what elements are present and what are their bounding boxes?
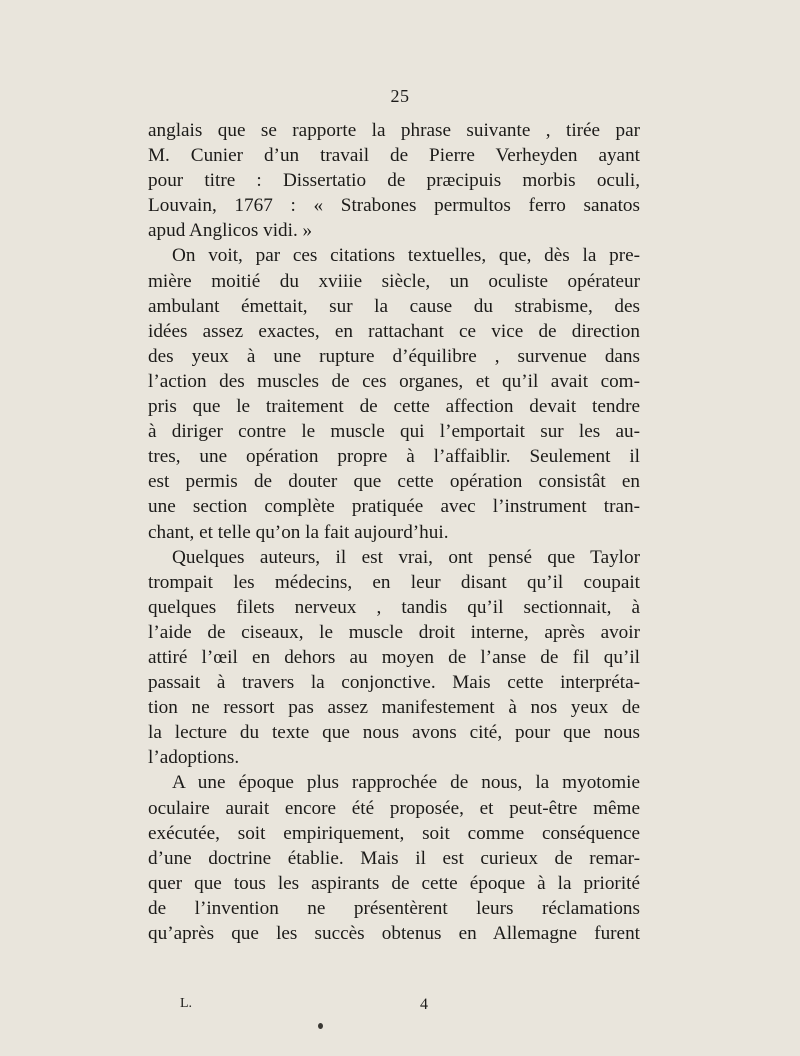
text-line: l’action des muscles de ces organes, et qu’il avait com-: [148, 370, 640, 392]
text-line: quelques filets nerveux , tandis qu’il sectionnait, à: [148, 596, 640, 618]
page-number: 25: [390, 86, 410, 106]
text-line: idées assez exactes, en rattachant ce vice de direction: [148, 320, 640, 342]
text-line: tion ne ressort pas assez manifestement à nos yeux de: [148, 697, 640, 719]
text-line: A une époque plus rapprochée de nous, la myotomie: [172, 772, 640, 794]
signature-number: 4: [420, 996, 428, 1013]
text-line: mière moitié du xviiie siècle, un oculiste opérateur: [148, 270, 640, 292]
text-line: l’aide de ciseaux, le muscle droit interne, après avoir: [148, 621, 640, 643]
text-line: exécutée, soit empiriquement, soit comme conséquence: [148, 822, 640, 844]
text-line: apud Anglicos vidi. »: [148, 220, 313, 242]
text-line: passait à travers la conjonctive. Mais cette interpréta-: [148, 672, 640, 694]
text-line: oculaire aurait encore été proposée, et peut-être même: [148, 797, 640, 819]
body-text: [148, 118, 640, 946]
text-line: à diriger contre le muscle qui l’emportait sur les au-: [148, 421, 640, 443]
text-line: quer que tous les aspirants de cette époque à la priorité: [148, 872, 640, 894]
text-line: M. Cunier d’un travail de Pierre Verheyden ayant: [148, 145, 640, 167]
text-line: ambulant émettait, sur la cause du strabisme, des: [148, 295, 640, 317]
text-line: est permis de douter que cette opération consistât en: [148, 471, 640, 493]
text-line: attiré l’œil en dehors au moyen de l’anse de fil qu’il: [148, 646, 640, 668]
text-line: des yeux à une rupture d’équilibre , survenue dans: [148, 345, 640, 367]
text-line: une section complète pratiquée avec l’instrument tran-: [148, 496, 640, 518]
text-line: Quelques auteurs, il est vrai, ont pensé que Taylor: [172, 546, 640, 568]
text-line: de l’invention ne présentèrent leurs réclamations: [148, 897, 640, 919]
text-line: l’adoptions.: [148, 747, 240, 769]
text-line: trompait les médecins, en leur disant qu’il coupait: [148, 571, 640, 593]
text-line: anglais que se rapporte la phrase suivante , tirée par: [148, 120, 640, 141]
ink-speck: [318, 1023, 323, 1029]
text-line: chant, et telle qu’on la fait aujourd’hui.: [148, 521, 449, 543]
text-line: tres, une opération propre à l’affaiblir. Seulement il: [148, 446, 640, 468]
signature-letter: L.: [180, 996, 193, 1011]
text-line: qu’après que les succès obtenus en Allemagne furent: [148, 923, 640, 944]
text-line: la lecture du texte que nous avons cité, pour que nous: [148, 722, 640, 744]
text-line: On voit, par ces citations textuelles, que, dès la pre-: [172, 245, 640, 267]
text-line: pris que le traitement de cette affection devait tendre: [148, 396, 640, 418]
text-line: pour titre : Dissertatio de præcipuis morbis oculi,: [148, 170, 640, 192]
text-line: d’une doctrine établie. Mais il est curieux de remar-: [148, 847, 640, 869]
text-line: Louvain, 1767 : « Strabones permultos ferro sanatos: [148, 195, 640, 217]
